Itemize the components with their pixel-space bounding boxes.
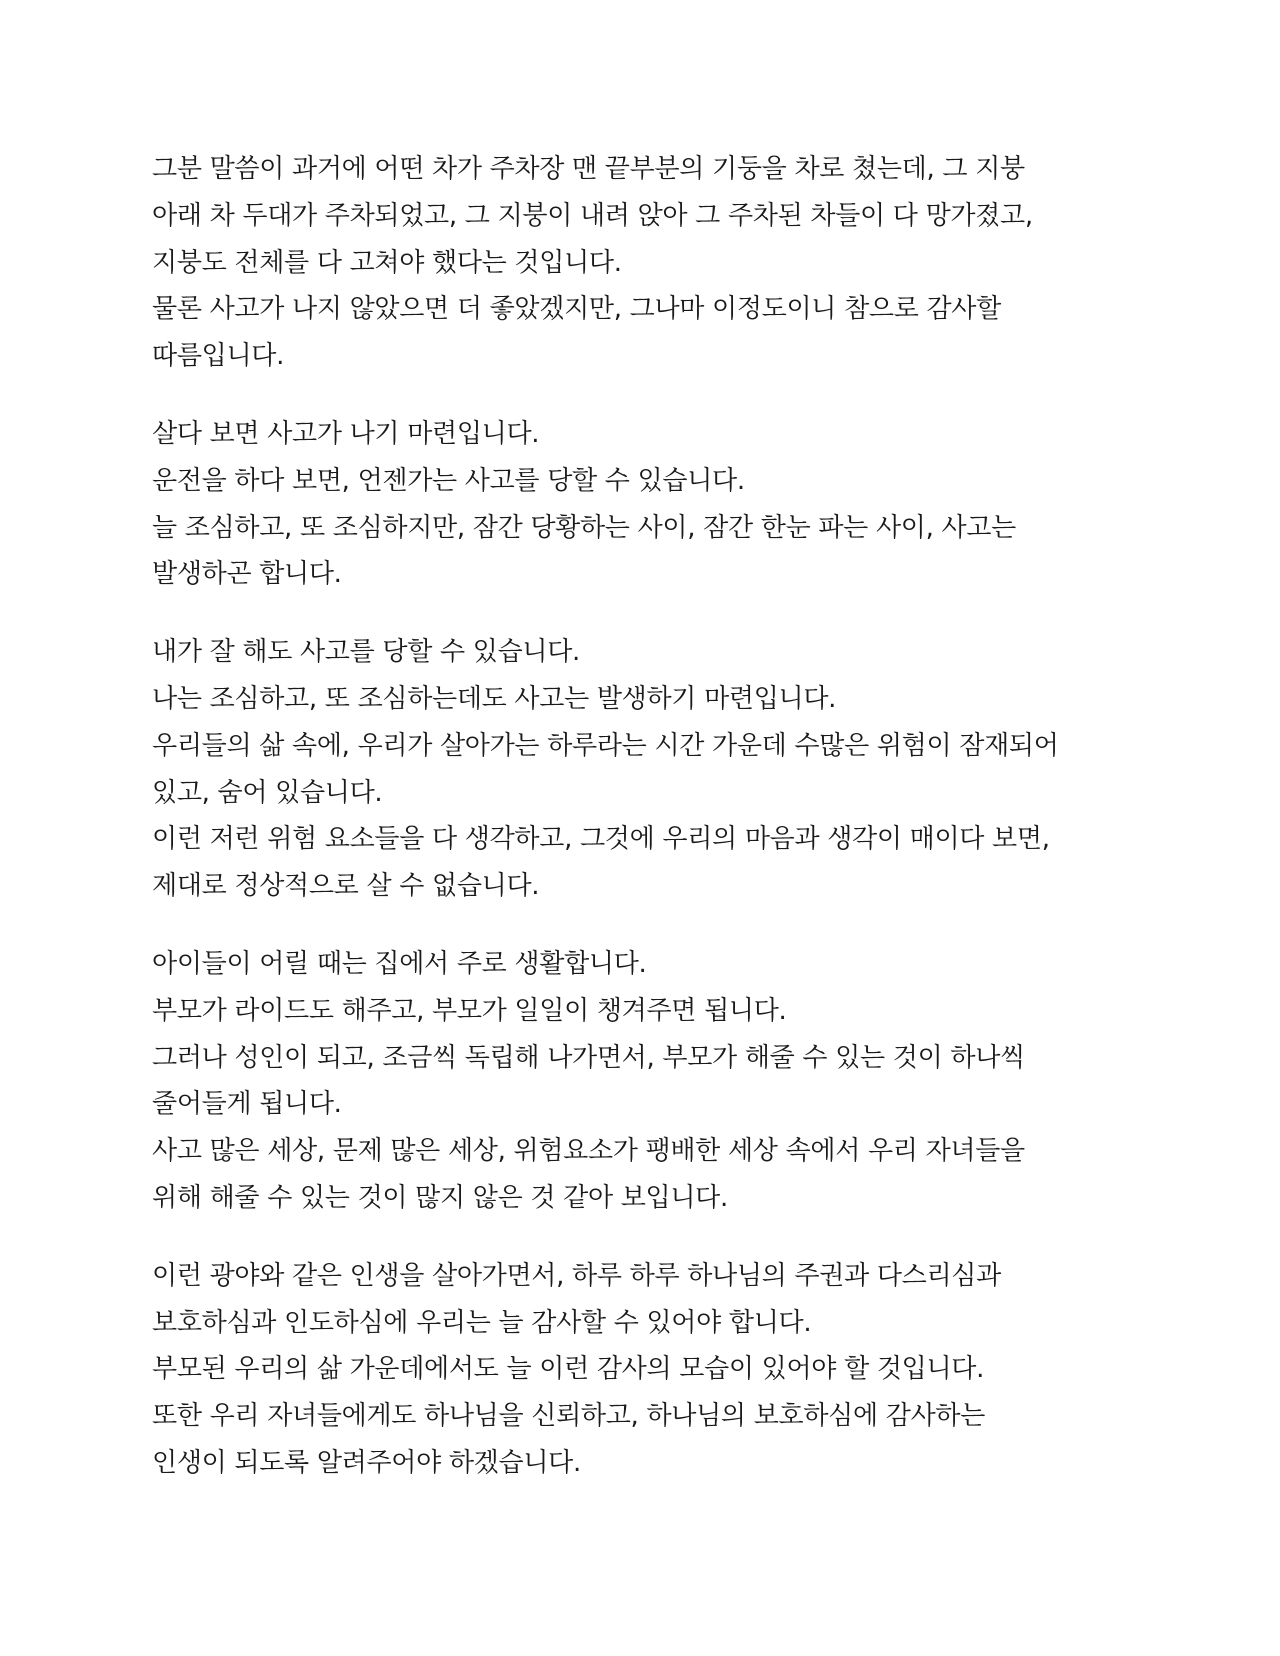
- text-line: 보호하심과 인도하심에 우리는 늘 감사할 수 있어야 합니다.: [152, 1307, 812, 1338]
- text-line: 위해 해줄 수 있는 것이 많지 않은 것 같아 보입니다.: [152, 1182, 728, 1213]
- text-line: 발생하곤 합니다.: [152, 559, 342, 590]
- paragraph-2: [152, 411, 1152, 598]
- text-line: 있고, 숨어 있습니다.: [152, 777, 383, 808]
- text-line: 또한 우리 자녀들에게도 하나님을 신뢰하고, 하나님의 보호하심에 감사하는: [152, 1401, 986, 1432]
- text-line: 운전을 하다 보면, 언젠가는 사고를 당할 수 있습니다.: [152, 465, 745, 496]
- paragraph-spacer: [152, 1222, 1152, 1253]
- body-text: [152, 146, 1152, 1487]
- paragraph-spacer: [152, 380, 1152, 411]
- text-line: 부모가 라이드도 해주고, 부모가 일일이 챙겨주면 됩니다.: [152, 995, 787, 1026]
- paragraph-spacer: [152, 598, 1152, 629]
- text-line: 제대로 정상적으로 살 수 없습니다.: [152, 871, 540, 902]
- text-line: 인생이 되도록 알려주어야 하겠습니다.: [152, 1447, 581, 1478]
- text-line: 이런 저런 위험 요소들을 다 생각하고, 그것에 우리의 마음과 생각이 매이다 보면,: [152, 824, 1050, 855]
- text-line: 그러나 성인이 되고, 조금씩 독립해 나가면서, 부모가 해줄 수 있는 것이 하나씩: [152, 1042, 1025, 1073]
- paragraph-4: [152, 941, 1152, 1222]
- text-line: 아이들이 어릴 때는 집에서 주로 생활합니다.: [152, 948, 647, 979]
- text-line: 살다 보면 사고가 나기 마련입니다.: [152, 418, 540, 449]
- text-line: 이런 광야와 같은 인생을 살아가면서, 하루 하루 하나님의 주권과 다스리심과: [152, 1260, 1001, 1291]
- text-line: 지붕도 전체를 다 고쳐야 했다는 것입니다.: [152, 247, 622, 278]
- paragraph-3: [152, 629, 1152, 910]
- paragraph-1: [152, 146, 1152, 380]
- text-line: 따름입니다.: [152, 341, 285, 372]
- text-line: 늘 조심하고, 또 조심하지만, 잠간 당황하는 사이, 잠간 한눈 파는 사이, 사고는: [152, 512, 1016, 543]
- text-line: 나는 조심하고, 또 조심하는데도 사고는 발생하기 마련입니다.: [152, 683, 837, 714]
- text-line: 아래 차 두대가 주차되었고, 그 지붕이 내려 앉아 그 주차된 차들이 다 망가졌고,: [152, 200, 1033, 231]
- text-line: 물론 사고가 나지 않았으면 더 좋았겠지만, 그나마 이정도이니 참으로 감사할: [152, 294, 1001, 325]
- text-line: 우리들의 삶 속에, 우리가 살아가는 하루라는 시간 가운데 수많은 위험이 잠재되어: [152, 730, 1059, 761]
- text-line: 줄어들게 됩니다.: [152, 1089, 342, 1120]
- paragraph-5: [152, 1253, 1152, 1487]
- text-line: 내가 잘 해도 사고를 당할 수 있습니다.: [152, 637, 580, 668]
- text-line: 그분 말씀이 과거에 어떤 차가 주차장 맨 끝부분의 기둥을 차로 쳤는데, 그 지붕: [152, 154, 1025, 184]
- text-line: 사고 많은 세상, 문제 많은 세상, 위험요소가 팽배한 세상 속에서 우리 자녀들을: [152, 1136, 1025, 1167]
- text-line: 부모된 우리의 삶 가운데에서도 늘 이런 감사의 모습이 있어야 할 것입니다.: [152, 1354, 985, 1385]
- paragraph-spacer: [152, 910, 1152, 941]
